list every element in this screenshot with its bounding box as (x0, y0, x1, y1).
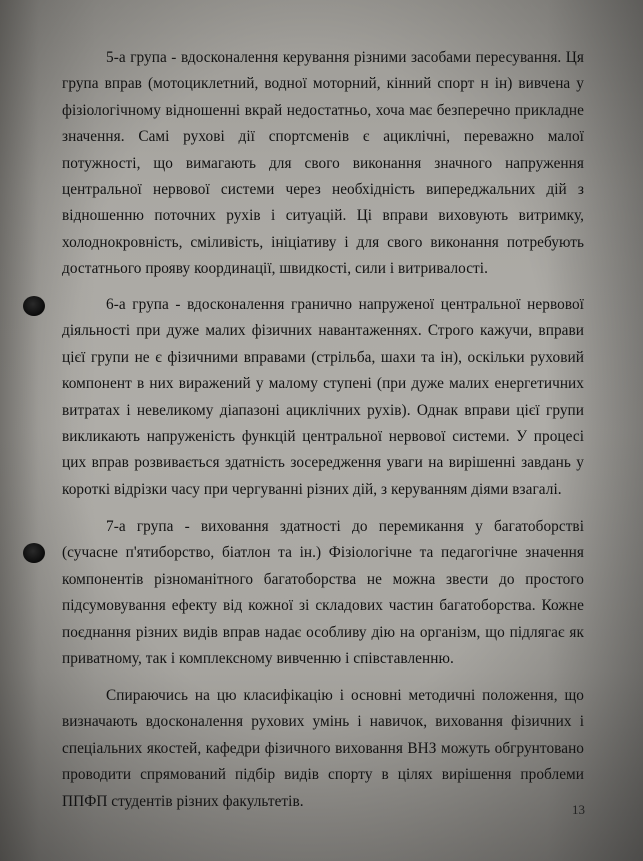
paragraph-group-5: 5-а група - вдосконалення керування різними засобами пересування. Ця група вправ (мотоциклетний, водної моторний, кінний спорт н ін) вивчена у фізіологічному відношенні вкрай недостатньо, хоча має безперечно прикладне значення. Самі рухові дії спортсменів є ациклічні, переважно малої потужності, що вимагають для свого виконання значного напруження центральної нервової системи через необхідність випереджальних дій з відношенню поточних рухів і ситуацій. Ці вправи виховують витримку, холоднокровність, сміливість, ініціативу і для свого виконання потребують достатнього прояву координації, швидкості, сили і витривалості. (62, 49, 584, 278)
punch-hole-mark (23, 296, 45, 316)
paragraph-group-6: 6-а група - вдосконалення гранично напруженої центральної нервової діяльності при дуже малих фізичних навантаженнях. Строго кажучи, вправи цієї групи не є фізичними вправами (стрільба, шахи та ін), оскільки руховий компонент в них виражений у малому ступені (при дуже малих енергетичних витратах і невеликому діапазоні ациклічних рухів). Однак вправи цієї групи викликають напруженість функцій центральної нервової системи. У процесі цих вправ розвивається здатність зосередження уваги на вирішенні завдань у короткі відрізки часу при чергуванні різних дій, з керуванням діями взагалі. (62, 296, 584, 498)
paragraph-conclusion: Спираючись на цю класифікацію і основні методичні положення, що визначають вдосконалення рухових умінь і навичок, виховання фізичних і спеціальних якостей, кафедри фізичного виховання ВНЗ можуть обгрунтовано проводити спрямований підбір видів спорту в цілях вирішення проблеми ППФП студентів різних факультетів. (62, 687, 584, 810)
paragraph-group-7: 7-а група - виховання здатності до перемикання у багатоборстві (сучасне п'ятиборство, біатлон та ін.) Фізіологічне та педагогічне значення компонентів різноманітного багатоборства не можна звести до простого підсумовування ефекту від кожної зі складових частин багатоборства. Кожне поєднання різних видів вправ надає особливу дію на організм, що підлягає як приватному, так і комплексному вивченню і співставленню. (62, 518, 584, 668)
page-number: 13 (572, 802, 585, 817)
punch-hole-mark (23, 543, 45, 563)
